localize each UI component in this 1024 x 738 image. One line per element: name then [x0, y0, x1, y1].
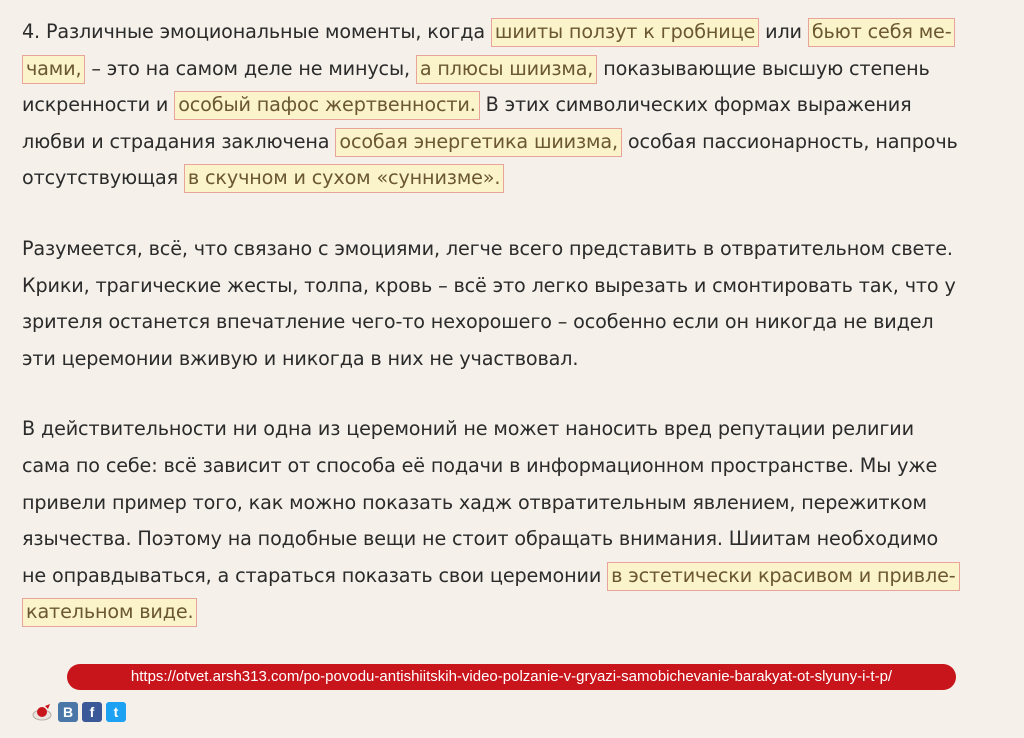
text-line: [22, 594, 1012, 631]
paragraph: [22, 231, 1012, 377]
text-run: привели пример того, как можно показать хадж отвратительным явлением, пережитком: [22, 490, 927, 514]
text-line: [22, 268, 1012, 305]
source-url-link[interactable]: https://otvet.arsh313.com/po-povodu-antishiitskih-video-polzanie-v-gryazi-samobichevanie-barakyat-ot-slyuny-i-t-p/: [67, 664, 956, 690]
text-line: [22, 160, 1012, 197]
highlighted-phrase: шииты ползут к гробнице: [491, 18, 759, 47]
text-run: зрителя останется впечатление чего-то нехорошего – особенно если он никогда не видел: [22, 310, 934, 334]
text-line: [22, 51, 1012, 88]
highlighted-phrase: бьют себя ме-: [808, 18, 956, 47]
text-line: [22, 14, 1012, 51]
twitter-icon[interactable]: t: [106, 702, 126, 722]
text-run: В действительности ни одна из церемоний не может наносить вред репутации религии: [22, 417, 914, 441]
vkontakte-icon[interactable]: В: [58, 702, 78, 722]
text-line: [22, 304, 1012, 341]
share-generic-icon[interactable]: [30, 702, 54, 722]
highlighted-phrase: чами,: [22, 55, 85, 84]
text-line: [22, 411, 1012, 448]
text-run: особая пассионарность, напрочь: [621, 129, 958, 153]
text-line: [22, 231, 1012, 268]
text-run: или: [759, 20, 808, 43]
text-line: [22, 124, 1012, 161]
highlighted-phrase: в скучном и сухом «суннизме».: [184, 164, 504, 193]
highlighted-phrase: особая энергетика шиизма,: [335, 128, 622, 157]
text-run: эти церемонии вживую и никогда в них не участвовал.: [22, 346, 579, 370]
text-run: не оправдываться, а стараться показать свои церемонии: [22, 563, 608, 587]
highlighted-phrase: в эстетически красивом и привле-: [607, 562, 959, 591]
facebook-icon[interactable]: f: [82, 702, 102, 722]
highlighted-phrase: а плюсы шиизма,: [416, 55, 597, 84]
text-line: [22, 448, 1012, 485]
text-run: – это на самом деле не минусы,: [85, 56, 416, 80]
text-line: [22, 341, 1012, 378]
text-run: сама по себе: всё зависит от способа её подачи в информационном пространстве. Мы уже: [22, 453, 938, 477]
text-run: Крики, трагические жесты, толпа, кровь – всё это легко вырезать и смонтировать так, что у: [22, 273, 956, 297]
text-run: язычества. Поэтому на подобные вещи не стоит обращать внимания. Шиитам необходимо: [22, 527, 939, 551]
text-run: любви и страдания заключена: [22, 129, 336, 153]
text-run: 4. Различные эмоциональные моменты, когда: [22, 20, 491, 43]
text-run: искренности и: [22, 93, 175, 117]
highlighted-phrase: особый пафос жертвенности.: [174, 91, 479, 120]
text-line: [22, 485, 1012, 522]
paragraph: [22, 411, 1012, 631]
paragraph: [22, 14, 1012, 197]
text-line: [22, 87, 1012, 124]
text-run: Разумеется, всё, что связано с эмоциями, легче всего представить в отвратительном свете.: [22, 236, 953, 260]
text-line: [22, 558, 1012, 595]
highlighted-phrase: кательном виде.: [22, 598, 197, 627]
text-run: показывающие высшую степень: [597, 56, 930, 80]
share-bar: [30, 702, 126, 722]
text-run: В этих символических формах выражения: [479, 93, 912, 117]
article-body: [22, 14, 1012, 665]
text-line: [22, 521, 1012, 558]
text-run: отсутствующая: [22, 166, 184, 190]
